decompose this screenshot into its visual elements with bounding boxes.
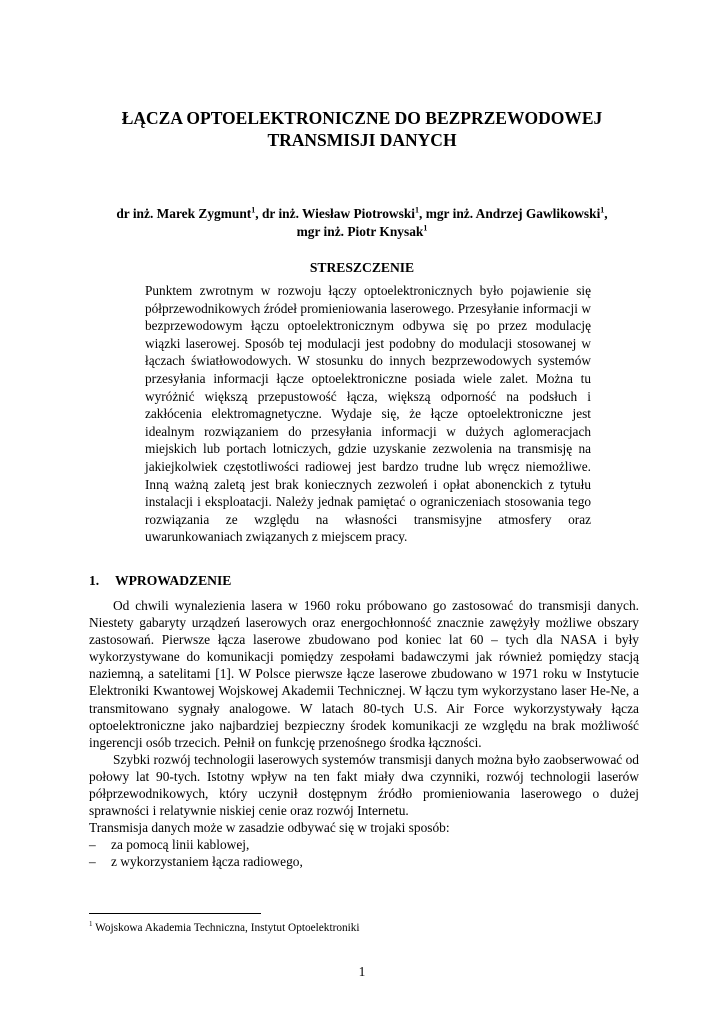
footnote-text: Wojskowa Akademia Techniczna, Instytut Optoelektroniki	[95, 921, 360, 934]
paragraph: Szybki rozwój technologii laserowych systemów transmisji danych można było zaobserwować od połowy lat 90-tych. Istotny wpływ na ten fakt miały dwa czynniki, rozwój technologii laserów półprzewodnikowych, który uczynił dostępnym źródło promieniowania laserowego o dużej sprawności i relatywnie niskiej cenie oraz rozwój Internetu.	[89, 751, 639, 819]
author-name: mgr inż. Andrzej Gawlikowski	[425, 206, 601, 221]
list-item-text: z wykorzystaniem łącza radiowego,	[111, 854, 303, 870]
affiliation-mark: 1	[423, 223, 428, 233]
author-name: mgr inż. Piotr Knysak	[296, 224, 424, 239]
affiliation-mark: 1	[415, 205, 419, 215]
footnote-divider	[89, 913, 261, 914]
author-list	[60, 205, 664, 241]
list-item	[89, 853, 639, 870]
paper-title	[60, 107, 664, 151]
title-line-2: TRANSMISJI DANYCH	[267, 130, 457, 150]
abstract-text: Punktem zwrotnym w rozwoju łączy optoelektronicznych było pojawienie się półprzewodnikowych źródeł promieniowania laserowego. Przesyłanie informacji w bezprzewodowym łączu optoelektronicznym odbywa się po przez modulację wiązki laserowej. Sposób tej modulacji jest podobny do modulacji stosowanej w łączach światłowodowych. W stosunku do innych bezprzewodowych systemów przesyłania informacji łącze optoelektroniczne posiada wiele zalet. Można tu wyróżnić większą przepustowość łącza, większą odporność na podsłuch i zakłócenia elektromagnetyczne. Wydaje się, że łącze optoelektroniczne jest idealnym rozwiązaniem do przesyłania informacji w dużych aglomeracjach miejskich lub portach lotniczych, gdzie uzyskanie zezwolenia na transmisję na jakiejkolwiek częstotliwości radiowej jest bardzo trudne lub wręcz niemożliwe. Inną ważną zaletą jest brak koniecznych zezwoleń i opłat abonenckich z tytułu instalacji i eksploatacji. Należy jednak pamiętać o ograniczeniach stosowania tego rozwiązania ze względu na własności transmisyjne atmosfery oraz uwarunkowaniach związanych z miejscem pracy.	[145, 283, 591, 545]
paragraph: Od chwili wynalezienia lasera w 1960 roku próbowano go zastosować do transmisji danych. Niestety gabaryty urządzeń laserowych oraz energochłonność znacznie zawężyły możliwe obszary zastosowań. Pierwsze łącza laserowe zbudowano pod koniec lat 60 – tych dla NASA i były wykorzystywane do komunikacji pomiędzy zespołami badawczymi jak również pomiędzy stacją naziemną, a satelitami [1]. W Polsce pierwsze łącze laserowe zbudowano w 1971 roku w Instytucie Elektroniki Kwantowej Wojskowej Akademii Technicznej. W łączu tym wykorzystano laser He-Ne, a transmitowano sygnały analogowe. W latach 80-tych U.S. Air Force wykorzystywały łącza optoelektroniczne jako najbardziej bezpieczny środek komunikacji ze względu na brak możliwość ingerencji osób trzecich. Pełnił on funkcję przenośnego środka łączności.	[89, 598, 639, 750]
author-name: dr inż. Marek Zygmunt	[116, 206, 252, 221]
list-dash: –	[89, 837, 96, 853]
affiliation-mark: 1	[251, 205, 256, 215]
author-line-1: dr inż. Marek Zygmunt$^1$, dr inż. Wiesław Piotrowski$^1$, mgr inż. Andrzej Gawlikowski$^1$,	[116, 205, 608, 221]
page-number: 1	[358, 964, 366, 979]
section-title: WPROWADZENIE	[115, 573, 232, 588]
section-heading	[89, 573, 231, 589]
method-list	[89, 836, 639, 870]
list-item	[89, 836, 639, 853]
list-dash: –	[89, 854, 96, 870]
abstract-heading: STRESZCZENIE	[309, 260, 415, 275]
section-number: 1.	[89, 573, 100, 588]
affiliation-mark: 1	[600, 205, 605, 215]
author-name: dr inż. Wiesław Piotrowski	[261, 206, 415, 221]
title-line-1: ŁĄCZA OPTOELEKTRONICZNE DO BEZPRZEWODOWEJ	[121, 108, 603, 128]
footnote-mark: 1	[89, 920, 93, 928]
author-line-2	[60, 223, 664, 241]
paragraph: Transmisja danych może w zasadzie odbywać się w trojaki sposób:	[89, 820, 450, 836]
section-body	[89, 597, 639, 871]
list-item-text: za pomocą linii kablowej,	[111, 837, 250, 853]
footnote	[89, 920, 360, 934]
